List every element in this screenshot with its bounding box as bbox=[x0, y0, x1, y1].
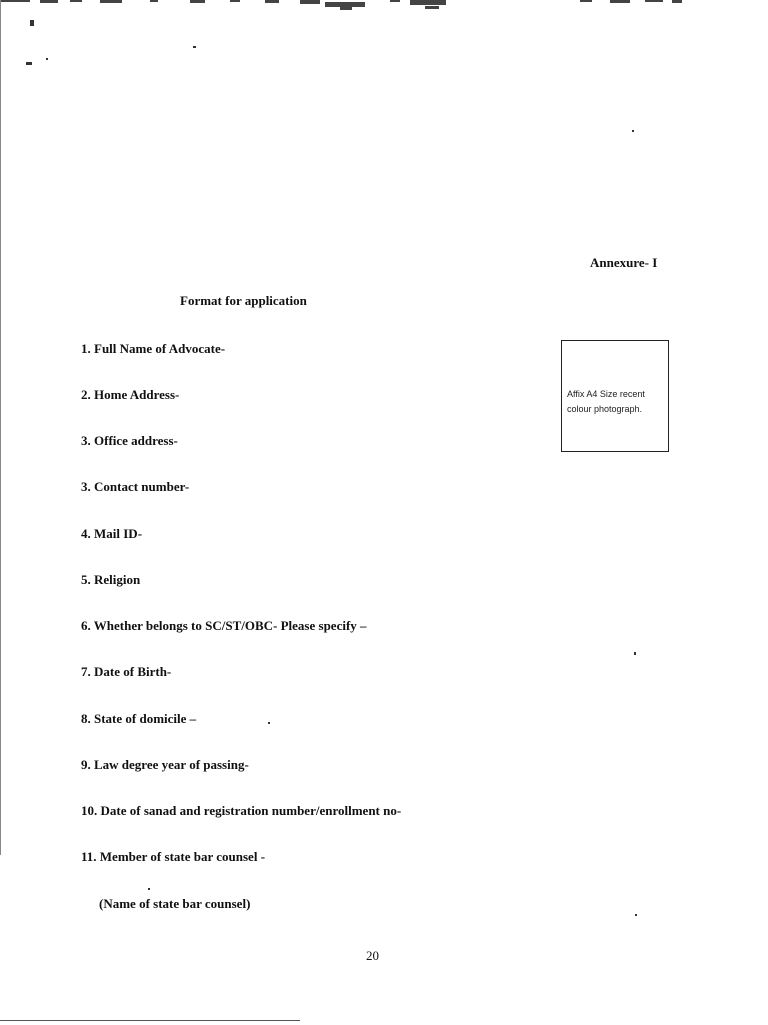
field-sanad-registration: 10. Date of sanad and registration number/enrollment no- bbox=[81, 803, 402, 818]
field-state-bar-member: 11. Member of state bar counsel - bbox=[81, 849, 266, 864]
annexure-label: Annexure- I bbox=[590, 255, 658, 270]
scan-noise-graphic bbox=[0, 0, 768, 14]
field-state-bar-name: (Name of state bar counsel) bbox=[99, 896, 251, 911]
form-title: Format for application bbox=[180, 293, 307, 308]
scan-speck bbox=[193, 46, 196, 48]
photo-placeholder-box bbox=[561, 340, 669, 452]
field-category: 6. Whether belongs to SC/ST/OBC- Please specify – bbox=[81, 618, 367, 633]
field-full-name: 1. Full Name of Advocate- bbox=[81, 341, 226, 356]
field-home-address: 2. Home Address- bbox=[81, 387, 180, 402]
photo-instructions bbox=[567, 387, 667, 417]
photo-instruction-line: Affix A4 Size recent bbox=[567, 389, 645, 399]
field-contact-number: 3. Contact number- bbox=[81, 479, 190, 494]
field-state-of-domicile: 8. State of domicile – bbox=[81, 711, 197, 726]
scan-speck bbox=[30, 20, 34, 26]
field-mail-id: 4. Mail ID- bbox=[81, 526, 143, 541]
photo-instruction-line: colour photograph. bbox=[567, 404, 643, 414]
scan-speck bbox=[268, 722, 270, 724]
scan-speck bbox=[26, 62, 32, 65]
scan-speck bbox=[634, 652, 636, 655]
scan-artifact-bottom bbox=[0, 1020, 300, 1025]
page-number: 20 bbox=[366, 948, 379, 963]
scan-speck bbox=[46, 58, 48, 60]
scan-left-edge bbox=[0, 0, 1, 855]
scan-speck bbox=[148, 888, 150, 890]
field-law-degree-year: 9. Law degree year of passing- bbox=[81, 757, 249, 772]
scan-artifact-top bbox=[0, 0, 768, 14]
scan-speck bbox=[635, 914, 637, 916]
field-office-address: 3. Office address- bbox=[81, 433, 178, 448]
field-religion: 5. Religion bbox=[81, 572, 141, 587]
scan-speck bbox=[632, 130, 634, 132]
field-date-of-birth: 7. Date of Birth- bbox=[81, 664, 172, 679]
